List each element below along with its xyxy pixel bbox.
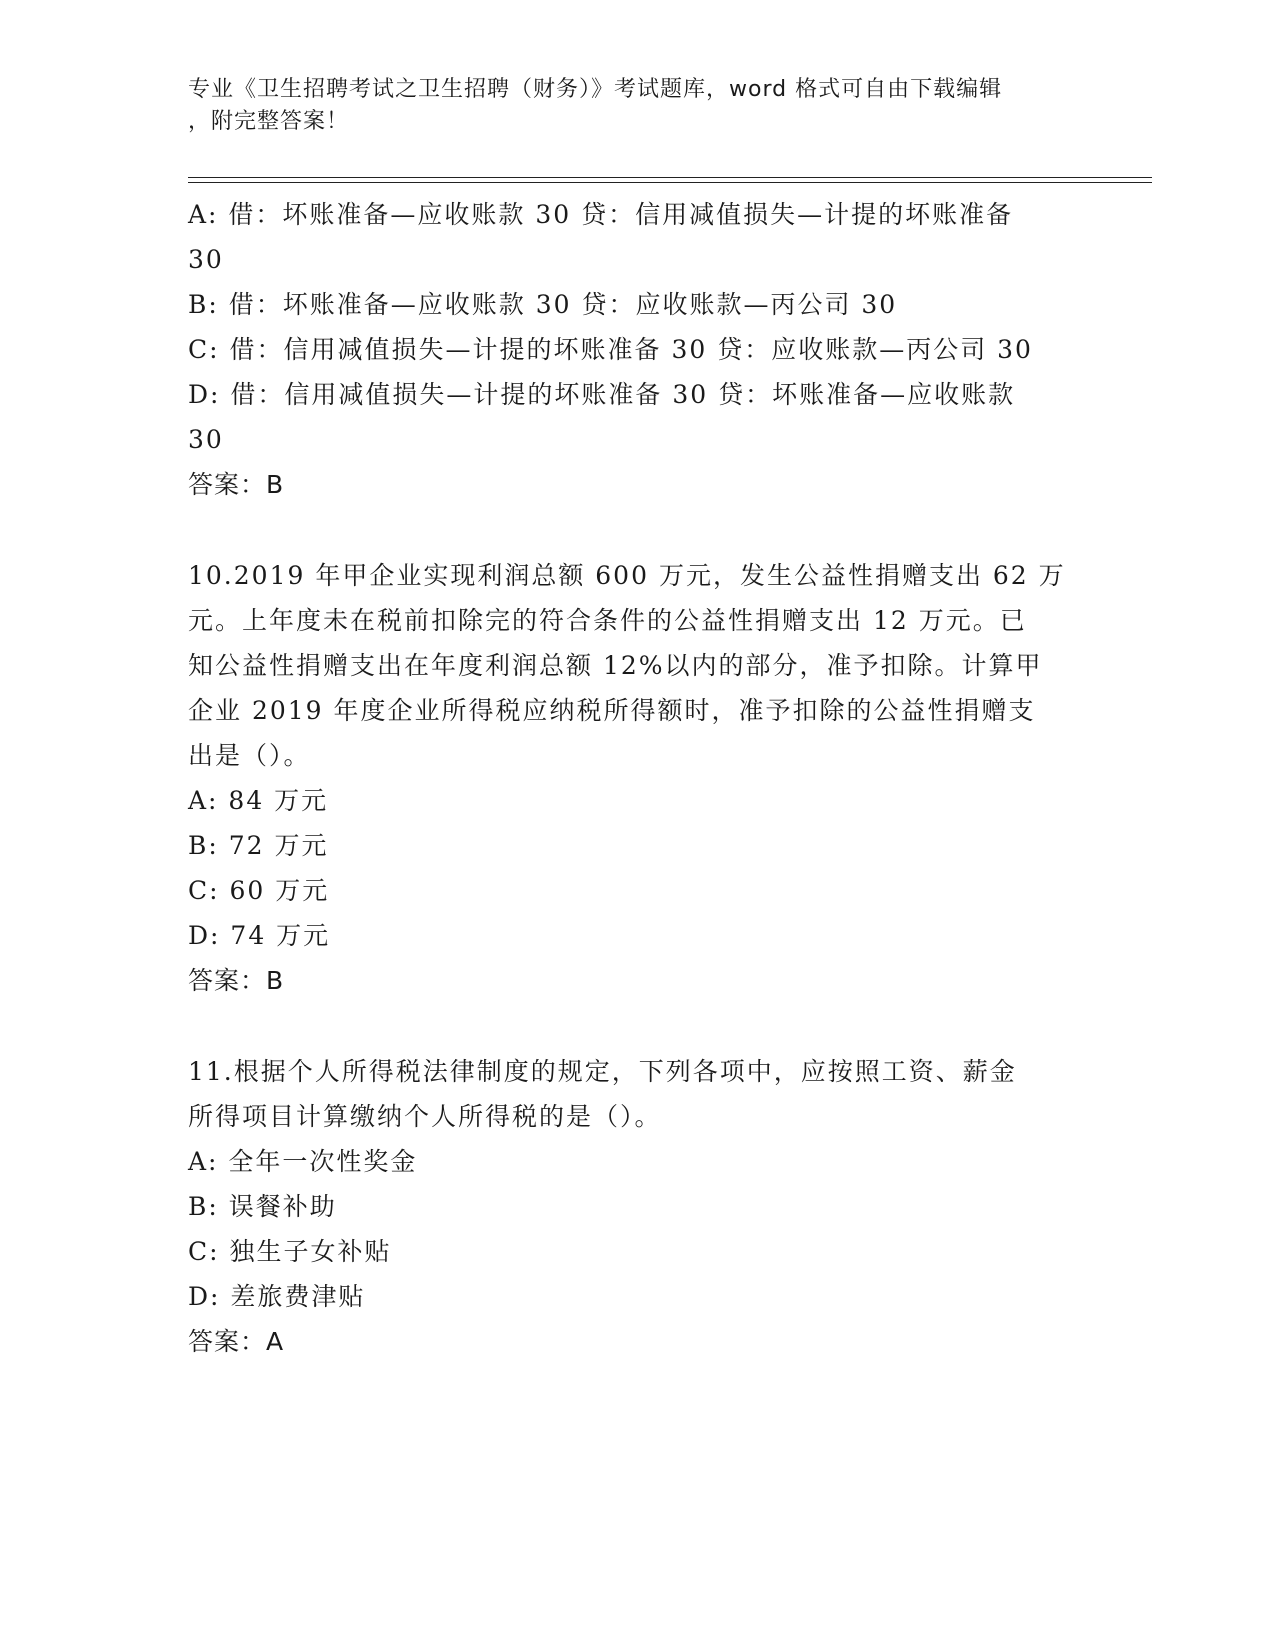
- question-9-block: [188, 192, 1088, 507]
- q11-stem-line: 11.根据个人所得税法律制度的规定，下列各项中，应按照工资、薪金: [188, 1057, 1017, 1086]
- spacer: [188, 507, 1088, 553]
- q10-option-d: D: 74 万元: [188, 921, 331, 950]
- q11-stem-line: 所得项目计算缴纳个人所得税的是（）。: [188, 1102, 662, 1131]
- header-line-2: ，附完整答案！: [188, 109, 350, 134]
- q11-option-d: D: 差旅费津贴: [188, 1282, 366, 1311]
- spacer: [188, 1003, 1088, 1049]
- q10-answer: 答案：B: [188, 966, 285, 995]
- q9-option-d-cont: 30: [188, 425, 224, 454]
- q10-stem-line: 知公益性捐赠支出在年度利润总额 12%以内的部分，准予扣除。计算甲: [188, 651, 1043, 680]
- q11-option-a: A: 全年一次性奖金: [188, 1147, 418, 1176]
- header-divider-bottom: [188, 182, 1152, 183]
- q9-answer: 答案：B: [188, 470, 285, 499]
- q9-option-c: C: 借：信用减值损失—计提的坏账准备 30 贷：应收账款—丙公司 30: [188, 335, 1033, 364]
- document-header: [188, 74, 1088, 138]
- q9-option-a-cont: 30: [188, 245, 224, 274]
- q9-option-b: B: 借：坏账准备—应收账款 30 贷：应收账款—丙公司 30: [188, 290, 898, 319]
- document-body: [188, 192, 1088, 1364]
- q10-option-c: C: 60 万元: [188, 876, 330, 905]
- q10-stem-line: 10.2019 年甲企业实现利润总额 600 万元，发生公益性捐赠支出 62 万: [188, 561, 1066, 590]
- header-line-1: 专业《卫生招聘考试之卫生招聘（财务）》考试题库，word 格式可自由下载编辑: [188, 77, 1003, 102]
- q10-stem-line: 出是（）。: [188, 741, 311, 770]
- question-11-block: [188, 1049, 1088, 1364]
- q11-option-b: B: 误餐补助: [188, 1192, 337, 1221]
- header-divider-top: [188, 177, 1152, 178]
- q10-option-b: B: 72 万元: [188, 831, 329, 860]
- q9-option-d: D: 借：信用减值损失—计提的坏账准备 30 贷：坏账准备—应收账款: [188, 380, 1016, 409]
- q10-stem-line: 企业 2019 年度企业所得税应纳税所得额时，准予扣除的公益性捐赠支: [188, 696, 1036, 725]
- question-10-block: [188, 553, 1088, 1003]
- q9-option-a: A: 借：坏账准备—应收账款 30 贷：信用减值损失—计提的坏账准备: [188, 200, 1014, 229]
- q10-option-a: A: 84 万元: [188, 786, 329, 815]
- q11-answer: 答案：A: [188, 1327, 285, 1356]
- q10-stem-line: 元。上年度未在税前扣除完的符合条件的公益性捐赠支出 12 万元。已: [188, 606, 1027, 635]
- q11-option-c: C: 独生子女补贴: [188, 1237, 392, 1266]
